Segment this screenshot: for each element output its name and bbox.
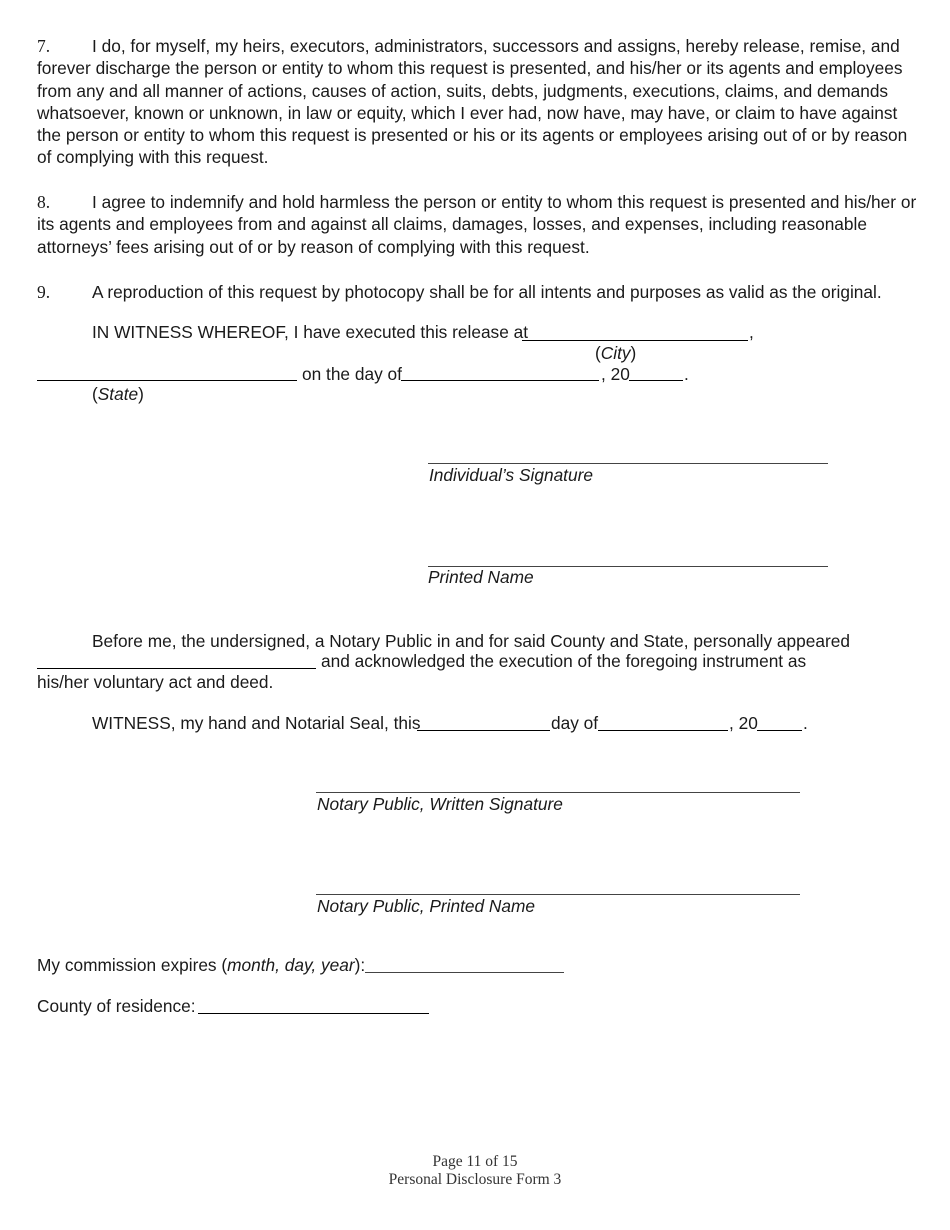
state-label: (State) (92, 384, 144, 404)
paragraph-9 (37, 281, 917, 303)
city-field[interactable] (522, 340, 748, 341)
notary-period: . (803, 713, 808, 733)
witness-statement: IN WITNESS WHEREOF, I have executed this release at (92, 322, 529, 342)
notary-written-signature-line[interactable] (316, 792, 800, 793)
notary-day-of-label: day of (551, 713, 599, 733)
notary-day-field[interactable] (417, 730, 550, 731)
printed-name-label: Printed Name (428, 567, 534, 587)
paragraph-text: I do, for myself, my heirs, executors, administrators, successors and assigns, hereby release, remise, and forever discharge the person or entity to whom this request is presented, and his/her or its agents and employees from any and all manner of actions, causes of action, suits, debts, judgments, executions, claims, and demands whatsoever, known or unknown, in law or equity, which I ever had, now have, may have, or claim to have against the person or entity to whom this request is presented or his or its agents or employees arising out of or by reason of complying with this request. (37, 36, 908, 168)
state-label-text: State (97, 384, 139, 404)
paragraph-7 (37, 35, 917, 169)
notary-witness-statement: WITNESS, my hand and Notarial Seal, this (92, 713, 421, 733)
commission-detail: month, day, year (227, 955, 355, 975)
on-day-of-label: on the day of (302, 364, 402, 384)
individual-signature-label: Individual’s Signature (429, 465, 593, 485)
witness-comma: , (749, 322, 754, 342)
year-prefix: , 20 (601, 364, 630, 384)
witness-period: . (684, 364, 689, 384)
paragraph-number: 7. (37, 36, 51, 56)
witness-year-field[interactable] (629, 380, 683, 381)
city-label: (City) (595, 343, 637, 363)
individual-signature-line[interactable] (428, 463, 828, 464)
notary-printed-name-label: Notary Public, Printed Name (317, 896, 536, 916)
paragraph-number: 9. (37, 282, 51, 302)
commission-prefix: My commission expires ( (37, 955, 228, 975)
notary-statement-line1: Before me, the undersigned, a Notary Public in and for said County and State, personally appeared (92, 631, 850, 651)
notary-statement-line3: his/her voluntary act and deed. (37, 672, 274, 692)
notary-month-field[interactable] (598, 730, 728, 731)
county-of-residence-label: County of residence: (37, 996, 196, 1016)
form-name: Personal Disclosure Form 3 (388, 1171, 562, 1188)
city-label-text: City (600, 343, 631, 363)
state-field[interactable] (37, 380, 297, 381)
notary-printed-name-line[interactable] (316, 894, 800, 895)
paragraph-text: I agree to indemnify and hold harmless the person or entity to whom this request is presented and his/her or its agents and employees from and against all claims, damages, losses, and expenses, including reasonable attorneys’ fees arising out of or by reason of complying with this request. (37, 192, 917, 257)
notary-year-field[interactable] (757, 730, 802, 731)
county-of-residence-field[interactable] (198, 1013, 429, 1014)
commission-expires-label (37, 955, 365, 976)
paragraph-8 (37, 191, 917, 258)
paragraph-text: A reproduction of this request by photocopy shall be for all intents and purposes as valid as the original. (92, 282, 882, 302)
commission-suffix: ): (354, 955, 366, 975)
appeared-name-field[interactable] (37, 668, 316, 669)
notary-year-prefix: , 20 (729, 713, 758, 733)
page-number: Page 11 of 15 (432, 1153, 518, 1170)
witness-day-field[interactable] (401, 380, 599, 381)
notary-written-signature-label: Notary Public, Written Signature (317, 794, 563, 814)
notary-statement-line2: and acknowledged the execution of the foregoing instrument as (321, 651, 807, 671)
commission-expires-field[interactable] (365, 972, 564, 973)
paragraph-number: 8. (37, 192, 51, 212)
